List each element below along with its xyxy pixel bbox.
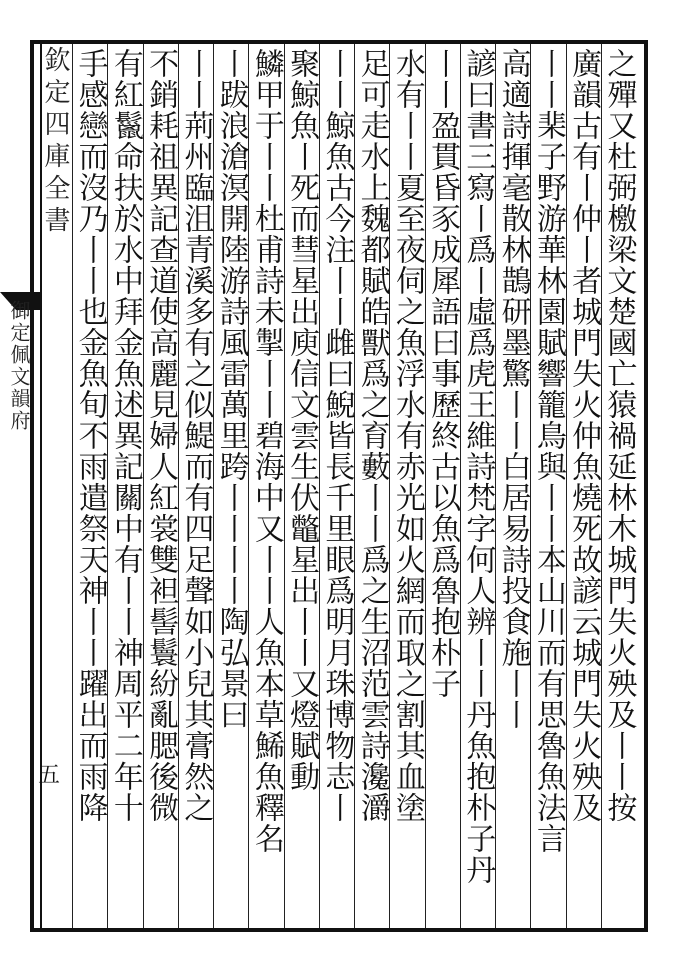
page-number: 五 [38,763,61,788]
frame-border-bottom [30,928,648,932]
frame-border-top [30,40,648,44]
text-column: 丨跋浪滄溟開陸游詩風雷萬里跨丨丨丨丨陶弘景曰 [213,48,249,730]
frame-border-left [30,40,34,932]
text-column: 鱗甲于丨丨杜甫詩未掣丨丨碧海中又丨丨人魚本草鯑魚釋名 [248,48,284,854]
book-title: 欽定四庫全書 [40,46,70,238]
edge-label: 御定佩文韻府 [7,300,31,432]
column-rule [213,44,214,928]
text-column: 丨丨荊州臨沮青溪多有之似鯷而有四足聲如小兒其膏然之 [178,48,214,823]
text-column: 高適詩揮毫散林鵲研墨驚丨丨白居易詩投食施丨丨 [495,48,531,730]
text-column: 丨丨盈貫昏豕成犀語曰事歷終古以魚爲魯抱朴子 [425,48,461,699]
text-column: 丨丨鯨魚古今注丨丨雌曰鯢皆長千里眼爲明月珠博物志丨 [319,48,355,823]
text-column: 之殫又杜弼檄梁文楚國亡猿禍延林木城門失火殃及丨丨按 [601,48,637,823]
text-column: 水有丨丨夏至夜伺之魚浮水有赤光如火網而取之割其血塗 [389,48,425,823]
text-column: 廣韻古有丨仲丨者城門失火仲魚燒死故諺云城門失火殃及 [566,48,602,823]
text-column: 手感戀而沒乃丨丨也金魚旬不雨遣祭天神丨丨躍出而雨降 [72,48,108,823]
text-column: 有紅鬣命扶於水中拜金魚述異記關中有丨丨神周平二年十 [107,48,143,823]
column-rule [495,44,496,928]
column-rule [72,44,73,928]
text-column: 足可走水上魏都賦皓獸爲之育藪丨丨爲之生沼范雲詩瀺灂 [354,48,390,823]
text-column: 聚鯨魚丨死而彗星出庾信文雲生伏鼈星出丨丨又燈賦動 [284,48,320,792]
text-column: 丨丨棐子野游華林園賦響籠鳥與丨丨本山川而有思魯魚法言 [530,48,566,854]
frame-border-right [644,40,648,932]
column-rule [354,44,355,928]
text-column: 諺曰書三寫丨爲丨虛爲虎王維詩梵字何人辨丨丨丹魚抱朴子丹 [460,48,496,885]
text-column: 不銷耗祖異記查道使高麗見婦人紅裳雙袒髻鬟紛亂腮後微 [143,48,179,823]
